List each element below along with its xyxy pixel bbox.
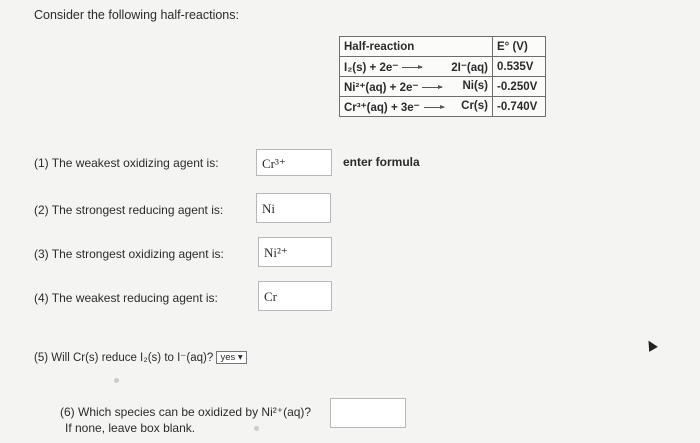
question-4-label: (4) The weakest reducing agent is: <box>34 291 218 305</box>
status-dot-icon <box>254 426 259 431</box>
question-6-note: If none, leave box blank. <box>65 421 196 435</box>
potential-value: -0.250V <box>493 77 546 97</box>
product: 2I⁻(aq) <box>451 61 488 74</box>
answer-5-select[interactable] <box>216 351 246 364</box>
question-6-label: (6) Which species can be oxidized by Ni²⁺(aq)? <box>60 405 312 419</box>
reactant: Ni²⁺(aq) + 2e⁻ <box>344 81 419 94</box>
header-potential: E° (V) <box>493 37 546 57</box>
intro-text: Consider the following half-reactions: <box>34 8 239 22</box>
answer-3-input[interactable]: Ni²⁺ <box>258 237 332 267</box>
table-row <box>340 77 546 97</box>
table-header <box>340 37 546 57</box>
half-reaction-table <box>339 36 546 117</box>
answer-1-input[interactable]: Cr³⁺ <box>256 149 332 176</box>
question-5-label: (5) Will Cr(s) reduce I₂(s) to I⁻(aq)? <box>34 352 214 364</box>
table-row <box>340 97 546 117</box>
table-row <box>340 57 546 77</box>
potential-value: 0.535V <box>493 57 546 77</box>
question-1-label: (1) The weakest oxidizing agent is: <box>34 156 219 170</box>
product: Ni(s) <box>462 79 488 92</box>
product: Cr(s) <box>461 99 488 112</box>
potential-value: -0.740V <box>493 97 546 117</box>
enter-formula-hint: enter formula <box>343 155 420 169</box>
reactant: Cr³⁺(aq) + 3e⁻ <box>344 101 420 114</box>
reactant: I₂(s) + 2e⁻ <box>344 61 399 74</box>
chevron-down-icon: ▾ <box>237 352 243 364</box>
arrow-icon <box>424 107 444 108</box>
select-value: yes <box>220 352 236 364</box>
mouse-cursor-icon <box>644 338 658 352</box>
arrow-icon <box>422 87 442 88</box>
question-2-label: (2) The strongest reducing agent is: <box>34 203 224 217</box>
answer-6-input[interactable] <box>330 398 406 428</box>
status-dot-icon <box>114 378 119 383</box>
question-3-label: (3) The strongest oxidizing agent is: <box>34 247 224 261</box>
answer-4-input[interactable]: Cr <box>258 281 332 311</box>
header-reaction: Half-reaction <box>340 37 493 57</box>
answer-2-input[interactable]: Ni <box>256 193 331 223</box>
arrow-icon <box>402 67 422 68</box>
